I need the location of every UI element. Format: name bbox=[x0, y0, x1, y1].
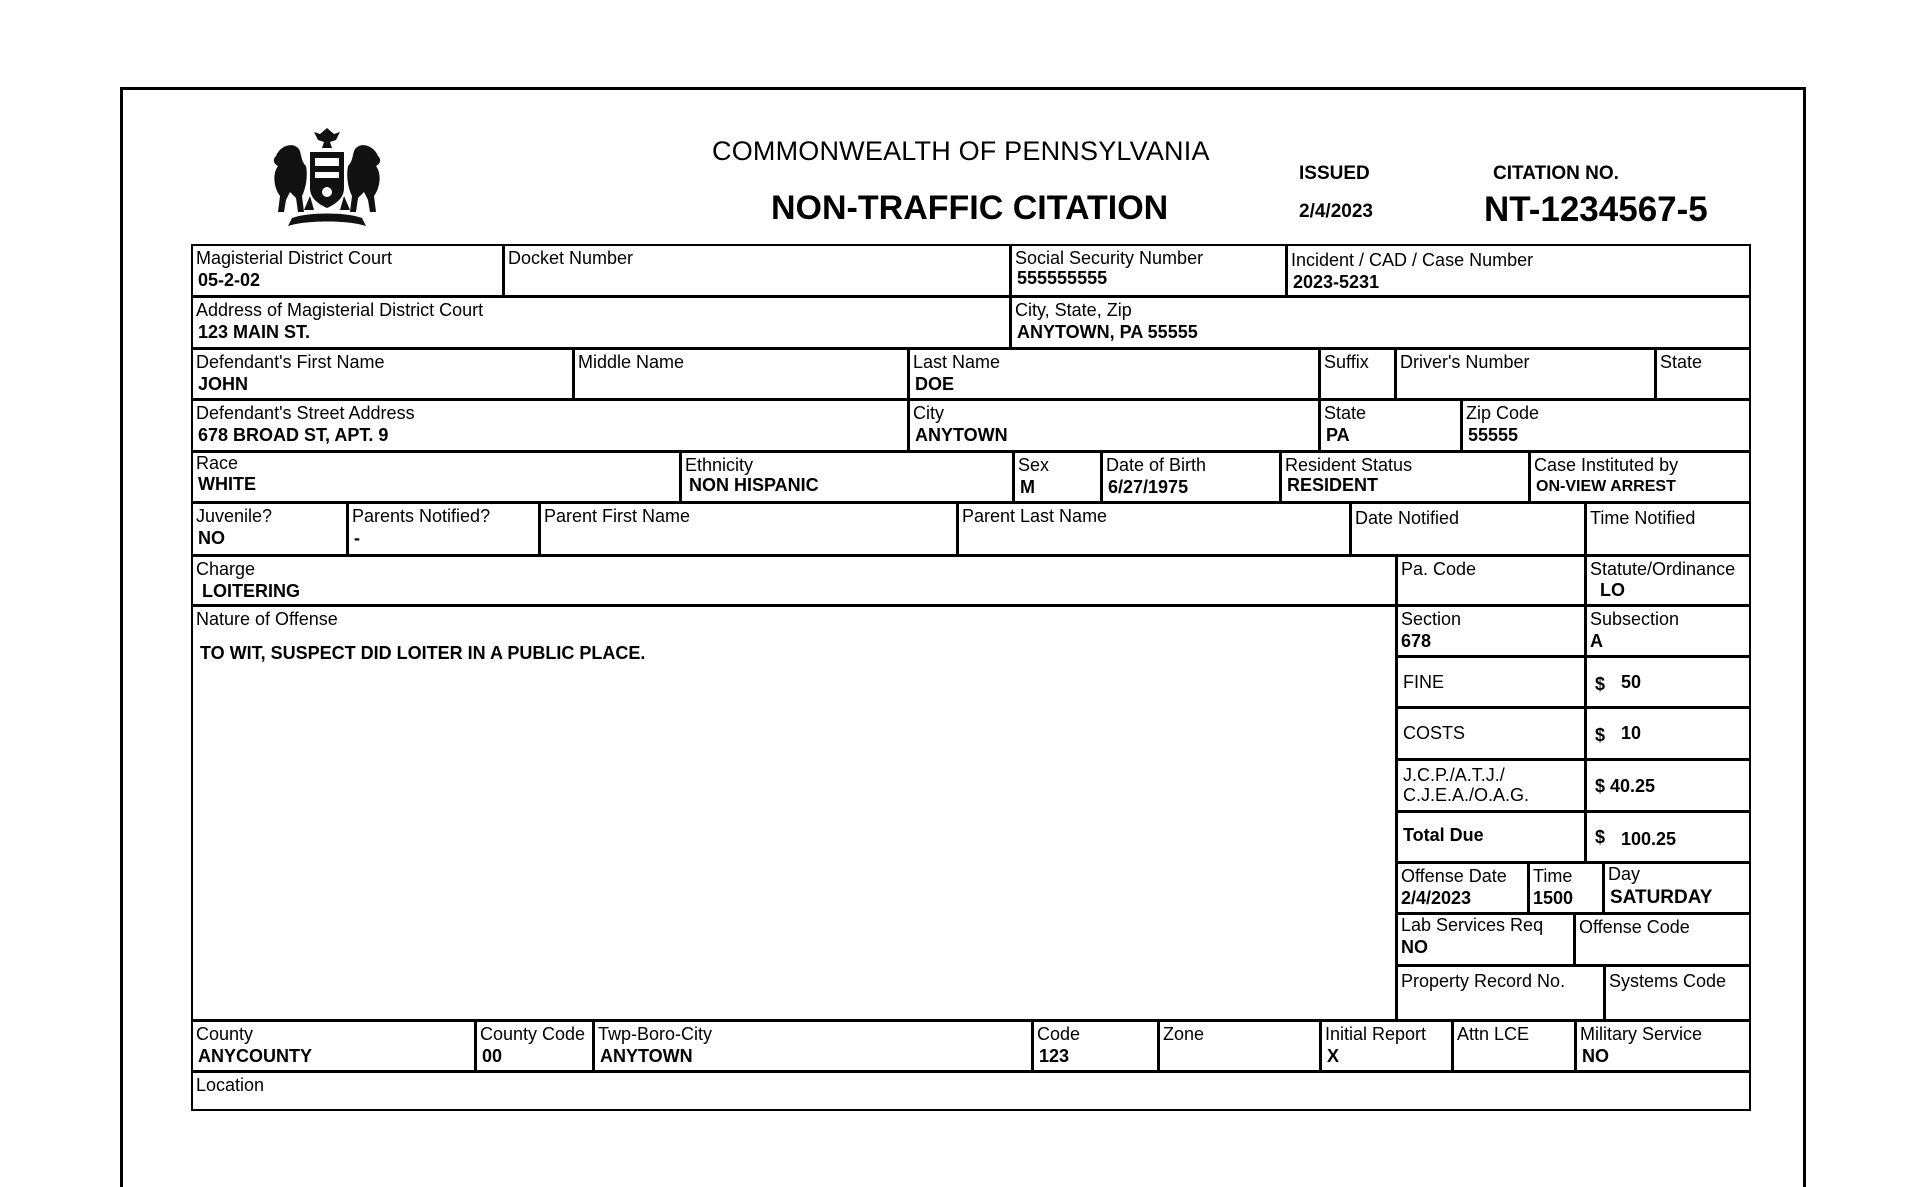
field-label: COSTS bbox=[1403, 723, 1466, 743]
field-label: Twp-Boro-City bbox=[598, 1024, 713, 1044]
field-zip-code[interactable] bbox=[1461, 399, 1751, 452]
field-label: State bbox=[1324, 403, 1367, 423]
field-label: Docket Number bbox=[508, 248, 634, 268]
field-drivers-number[interactable] bbox=[1395, 348, 1656, 400]
field-label: City, State, Zip bbox=[1015, 300, 1132, 320]
issued-date: 2/4/2023 bbox=[1299, 201, 1373, 222]
field-label: Nature of Offense bbox=[196, 609, 338, 629]
field-pa-code[interactable] bbox=[1396, 555, 1586, 606]
field-label: Parent Last Name bbox=[962, 506, 1108, 526]
field-label: County bbox=[196, 1024, 254, 1044]
field-last-name[interactable] bbox=[908, 348, 1320, 400]
field-value: SATURDAY bbox=[1610, 887, 1713, 908]
field-value: X bbox=[1327, 1046, 1340, 1066]
field-race[interactable] bbox=[191, 451, 681, 503]
field-label: State bbox=[1660, 352, 1703, 372]
field-offense-day[interactable] bbox=[1603, 862, 1751, 914]
field-label: Sex bbox=[1018, 455, 1050, 475]
field-parents-notified[interactable] bbox=[347, 502, 540, 556]
field-property-record[interactable] bbox=[1396, 965, 1605, 1021]
field-suffix[interactable] bbox=[1319, 348, 1396, 400]
field-label: Juvenile? bbox=[196, 506, 273, 526]
field-total-due-amount[interactable] bbox=[1585, 811, 1751, 863]
field-label: Driver's Number bbox=[1400, 352, 1530, 372]
field-value: 123 bbox=[1039, 1046, 1070, 1066]
field-value: 00 bbox=[482, 1046, 503, 1066]
field-value: NO bbox=[1401, 937, 1428, 957]
field-street-address[interactable] bbox=[191, 399, 909, 452]
field-label: Day bbox=[1608, 864, 1641, 884]
currency-symbol: $ bbox=[1595, 827, 1606, 847]
field-lab-services[interactable] bbox=[1396, 913, 1575, 966]
field-label: Initial Report bbox=[1325, 1024, 1427, 1044]
field-value: ANYTOWN bbox=[915, 425, 1008, 445]
field-label: Charge bbox=[196, 559, 256, 579]
field-label: Ethnicity bbox=[685, 455, 754, 475]
field-label: Systems Code bbox=[1609, 971, 1727, 991]
field-label: City bbox=[913, 403, 944, 423]
field-value: JOHN bbox=[198, 374, 249, 394]
field-subsection[interactable] bbox=[1585, 605, 1751, 657]
field-state[interactable] bbox=[1319, 399, 1462, 452]
citation-form bbox=[192, 245, 1751, 1095]
field-code[interactable] bbox=[1032, 1020, 1159, 1072]
field-value: A bbox=[1590, 631, 1603, 651]
field-label: Military Service bbox=[1580, 1024, 1703, 1044]
field-label: Section bbox=[1401, 609, 1462, 629]
field-value: 678 BROAD ST, APT. 9 bbox=[198, 425, 389, 445]
field-parent-last-name[interactable] bbox=[957, 502, 1351, 556]
field-value: M bbox=[1020, 477, 1035, 497]
field-military-service[interactable] bbox=[1575, 1020, 1751, 1072]
field-county[interactable] bbox=[191, 1020, 476, 1072]
pennsylvania-coat-of-arms-icon bbox=[262, 126, 392, 236]
total-due-amount: 100.25 bbox=[1621, 829, 1677, 849]
field-statute-ordinance[interactable] bbox=[1585, 555, 1751, 606]
field-charge[interactable] bbox=[191, 555, 1397, 606]
field-twp-boro-city[interactable] bbox=[593, 1020, 1033, 1072]
field-label: Parent First Name bbox=[544, 506, 691, 526]
field-label: County Code bbox=[480, 1024, 586, 1044]
field-label: Pa. Code bbox=[1401, 559, 1477, 579]
field-label: Code bbox=[1037, 1024, 1081, 1044]
field-jcp-amount[interactable] bbox=[1585, 759, 1751, 812]
field-label: Lab Services Req bbox=[1401, 915, 1544, 935]
field-value: - bbox=[354, 528, 360, 548]
field-label: J.C.P./A.T.J./ C.J.E.A./O.A.G. bbox=[1403, 765, 1530, 805]
field-label: Location bbox=[196, 1075, 265, 1095]
citation-title: NON-TRAFFIC CITATION bbox=[771, 189, 1169, 227]
field-county-code[interactable] bbox=[475, 1020, 594, 1072]
field-label: Statute/Ordinance bbox=[1590, 559, 1736, 579]
field-label: Total Due bbox=[1403, 825, 1484, 845]
field-label: Defendant's First Name bbox=[196, 352, 385, 372]
field-value: DOE bbox=[915, 374, 955, 394]
field-incident-number[interactable] bbox=[1286, 244, 1751, 297]
field-nature-of-offense[interactable] bbox=[191, 605, 1397, 1021]
field-systems-code[interactable] bbox=[1604, 965, 1751, 1021]
currency-symbol: $ bbox=[1595, 674, 1606, 694]
field-section[interactable] bbox=[1396, 605, 1586, 657]
field-label: Parents Notified? bbox=[352, 506, 491, 526]
field-drivers-state[interactable] bbox=[1655, 348, 1751, 400]
field-value: ANYCOUNTY bbox=[198, 1046, 313, 1066]
field-label: Suffix bbox=[1324, 352, 1369, 372]
citation-number-label: CITATION NO. bbox=[1493, 163, 1619, 184]
issued-label: ISSUED bbox=[1299, 163, 1370, 184]
field-label: Zone bbox=[1163, 1024, 1205, 1044]
field-label: Address of Magisterial District Court bbox=[196, 300, 484, 320]
field-costs-label bbox=[1396, 707, 1586, 760]
nature-of-offense-text: TO WIT, SUSPECT DID LOITER IN A PUBLIC PLACE. bbox=[200, 643, 646, 663]
field-value: 55555 bbox=[1468, 425, 1519, 445]
field-district-court[interactable] bbox=[191, 244, 504, 297]
field-offense-time[interactable] bbox=[1528, 862, 1604, 914]
field-value: ON-VIEW ARREST bbox=[1536, 478, 1676, 495]
field-total-due-label bbox=[1396, 811, 1586, 863]
field-value: NO bbox=[1582, 1046, 1609, 1066]
field-label: Date Notified bbox=[1355, 508, 1460, 528]
field-value: PA bbox=[1326, 425, 1350, 445]
field-value: 123 MAIN ST. bbox=[198, 322, 311, 342]
field-label: Property Record No. bbox=[1401, 971, 1566, 991]
field-court-city-state-zip[interactable] bbox=[1010, 296, 1751, 349]
field-fine-amount[interactable] bbox=[1585, 656, 1751, 708]
field-label: Last Name bbox=[913, 352, 1001, 372]
field-docket-number[interactable] bbox=[503, 244, 1011, 297]
field-offense-code[interactable] bbox=[1574, 913, 1751, 966]
field-value: LOITERING bbox=[202, 581, 300, 601]
field-label: Middle Name bbox=[578, 352, 685, 372]
field-label: Defendant's Street Address bbox=[196, 403, 415, 423]
field-label: Incident / CAD / Case Number bbox=[1291, 250, 1534, 270]
field-resident-status[interactable] bbox=[1280, 451, 1530, 503]
field-juvenile[interactable] bbox=[191, 502, 348, 556]
field-label: Zip Code bbox=[1466, 403, 1540, 423]
field-fine-label bbox=[1396, 656, 1586, 708]
field-label: Date of Birth bbox=[1106, 455, 1207, 475]
field-label: Time bbox=[1533, 866, 1573, 886]
field-value: LO bbox=[1600, 580, 1625, 600]
field-label: Social Security Number bbox=[1015, 248, 1204, 268]
field-jcp-label bbox=[1396, 759, 1586, 812]
field-parent-first-name[interactable] bbox=[539, 502, 958, 556]
field-value: ANYTOWN, PA 55555 bbox=[1017, 322, 1198, 342]
field-value: NO bbox=[198, 528, 225, 548]
field-court-address[interactable] bbox=[191, 296, 1011, 349]
field-case-instituted-by[interactable] bbox=[1529, 451, 1751, 503]
field-middle-name[interactable] bbox=[573, 348, 909, 400]
field-value: RESIDENT bbox=[1287, 475, 1379, 495]
field-ethnicity[interactable] bbox=[680, 451, 1014, 503]
field-label: FINE bbox=[1403, 672, 1445, 692]
field-value: 05-2-02 bbox=[198, 270, 261, 290]
field-sex[interactable] bbox=[1013, 451, 1102, 503]
field-offense-date[interactable] bbox=[1396, 862, 1529, 914]
field-label: Time Notified bbox=[1590, 508, 1696, 528]
field-label: Offense Code bbox=[1579, 917, 1690, 937]
field-value: 6/27/1975 bbox=[1108, 477, 1189, 497]
jcp-amount: $ 40.25 bbox=[1595, 776, 1656, 796]
field-city[interactable] bbox=[908, 399, 1320, 452]
field-initial-report[interactable] bbox=[1320, 1020, 1453, 1072]
field-value: 2023-5231 bbox=[1293, 272, 1380, 292]
field-value: NON HISPANIC bbox=[689, 475, 819, 495]
field-location[interactable] bbox=[191, 1071, 1751, 1111]
field-value: ANYTOWN bbox=[600, 1046, 693, 1066]
field-label: Race bbox=[196, 453, 239, 473]
field-label: Attn LCE bbox=[1457, 1024, 1530, 1044]
field-label: Magisterial District Court bbox=[196, 248, 393, 268]
currency-symbol: $ bbox=[1595, 725, 1606, 745]
field-costs-amount[interactable] bbox=[1585, 707, 1751, 760]
field-attn-lce[interactable] bbox=[1452, 1020, 1576, 1072]
citation-number: NT-1234567-5 bbox=[1484, 190, 1708, 229]
fine-amount: 50 bbox=[1621, 672, 1642, 692]
field-label: Subsection bbox=[1590, 609, 1680, 629]
field-time-notified[interactable] bbox=[1585, 502, 1751, 556]
field-label: Offense Date bbox=[1401, 866, 1507, 886]
field-zone[interactable] bbox=[1158, 1020, 1321, 1072]
commonwealth-heading: COMMONWEALTH OF PENNSYLVANIA bbox=[712, 136, 1210, 166]
field-date-of-birth[interactable] bbox=[1101, 451, 1281, 503]
field-ssn[interactable] bbox=[1010, 244, 1287, 297]
field-value: WHITE bbox=[198, 474, 256, 494]
field-value: 678 bbox=[1401, 631, 1432, 651]
field-value: 555555555 bbox=[1017, 268, 1108, 288]
field-date-notified[interactable] bbox=[1350, 502, 1586, 556]
field-label: Case Instituted by bbox=[1534, 455, 1679, 475]
field-value: 2/4/2023 bbox=[1401, 888, 1472, 908]
field-first-name[interactable] bbox=[191, 348, 574, 400]
costs-amount: 10 bbox=[1621, 723, 1642, 743]
field-label: Resident Status bbox=[1285, 455, 1413, 475]
field-value: 1500 bbox=[1533, 888, 1574, 908]
